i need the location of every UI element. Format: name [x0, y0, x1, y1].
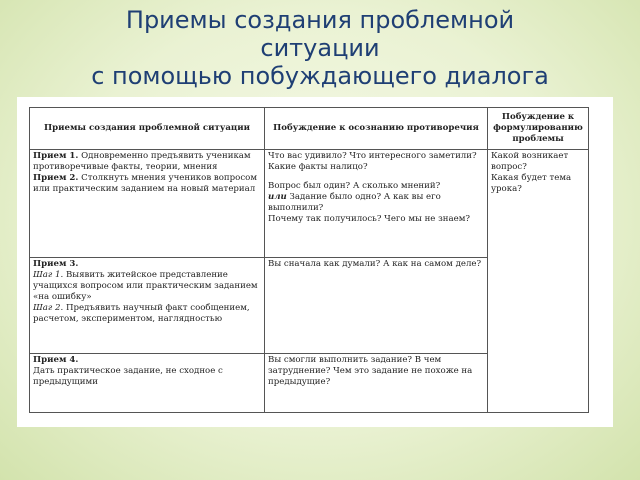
slide-title-line-1: Приемы создания проблемной: [125, 6, 515, 34]
problem-question-2: Какая будет тема урока?: [491, 173, 572, 194]
technique-3-name: Прием 3.: [33, 259, 79, 269]
slide-title: [0, 6, 640, 90]
table-header-row: [30, 108, 589, 150]
technique-1: [33, 151, 261, 173]
slide-title-line-3: с помощью побуждающего диалога: [91, 62, 549, 90]
technique-3-step-2: [33, 303, 261, 325]
technique-2: [33, 173, 261, 195]
technique-cell: [30, 354, 265, 413]
technique-3-step-2-label: Шаг 2.: [33, 303, 64, 313]
prompt-cell: [265, 354, 488, 413]
technique-1-name: Прием 1.: [33, 151, 79, 161]
header-problem: Побуждение к формулированию проблемы: [488, 108, 589, 150]
prompt-cell: [265, 150, 488, 258]
prompt-2-line-2: [268, 192, 484, 214]
technique-3-step-2-text: Предъявить научный факт сообщением, расчетом, экспериментом, наглядностью: [33, 303, 250, 324]
prompt-2-or: или: [268, 192, 287, 202]
prompt-3: Вы сначала как думали? А как на самом деле?: [268, 259, 482, 269]
slide-title-line-2: ситуации: [260, 34, 380, 62]
problem-cell: [488, 150, 589, 413]
technique-1-text: Одновременно предъявить ученикам противоречивые факты, теории, мнения: [33, 151, 251, 172]
technique-cell: [30, 258, 265, 354]
prompt-2-line-3: Почему так получилось? Чего мы не знаем?: [268, 214, 471, 224]
technique-cell: [30, 150, 265, 258]
technique-4-text: Дать практическое задание, не сходное с предыдущими: [33, 366, 223, 387]
technique-3-step-1: [33, 270, 261, 303]
header-contradiction: Побуждение к осознанию противоречия: [265, 108, 488, 150]
technique-4-name: Прием 4.: [33, 355, 79, 365]
technique-2-text: Столкнуть мнения учеников вопросом или практическим заданием на новый материал: [33, 173, 258, 194]
prompt-2-line-1: Вопрос был один? А сколько мнений?: [268, 181, 441, 191]
table-row: [30, 150, 589, 258]
techniques-table: [29, 107, 589, 413]
problem-question-1: Какой возникает вопрос?: [491, 151, 569, 172]
technique-3-step-1-label: Шаг 1.: [33, 270, 64, 280]
spacer: [268, 173, 484, 181]
prompt-4: Вы смогли выполнить задание? В чем затруднение? Чем это задание не похоже на предыдущие?: [268, 355, 473, 387]
table-panel: [17, 97, 613, 427]
prompt-cell: [265, 258, 488, 354]
prompt-1: Что вас удивило? Что интересного заметили? Какие факты налицо?: [268, 151, 477, 172]
header-techniques: Приемы создания проблемной ситуации: [30, 108, 265, 150]
technique-3-step-1-text: Выявить житейское представление учащихся вопросом или практическим заданием «на ошибку»: [33, 270, 258, 302]
technique-2-name: Прием 2.: [33, 173, 79, 183]
prompt-2-alt: Задание было одно? А как вы его выполнили?: [268, 192, 441, 213]
